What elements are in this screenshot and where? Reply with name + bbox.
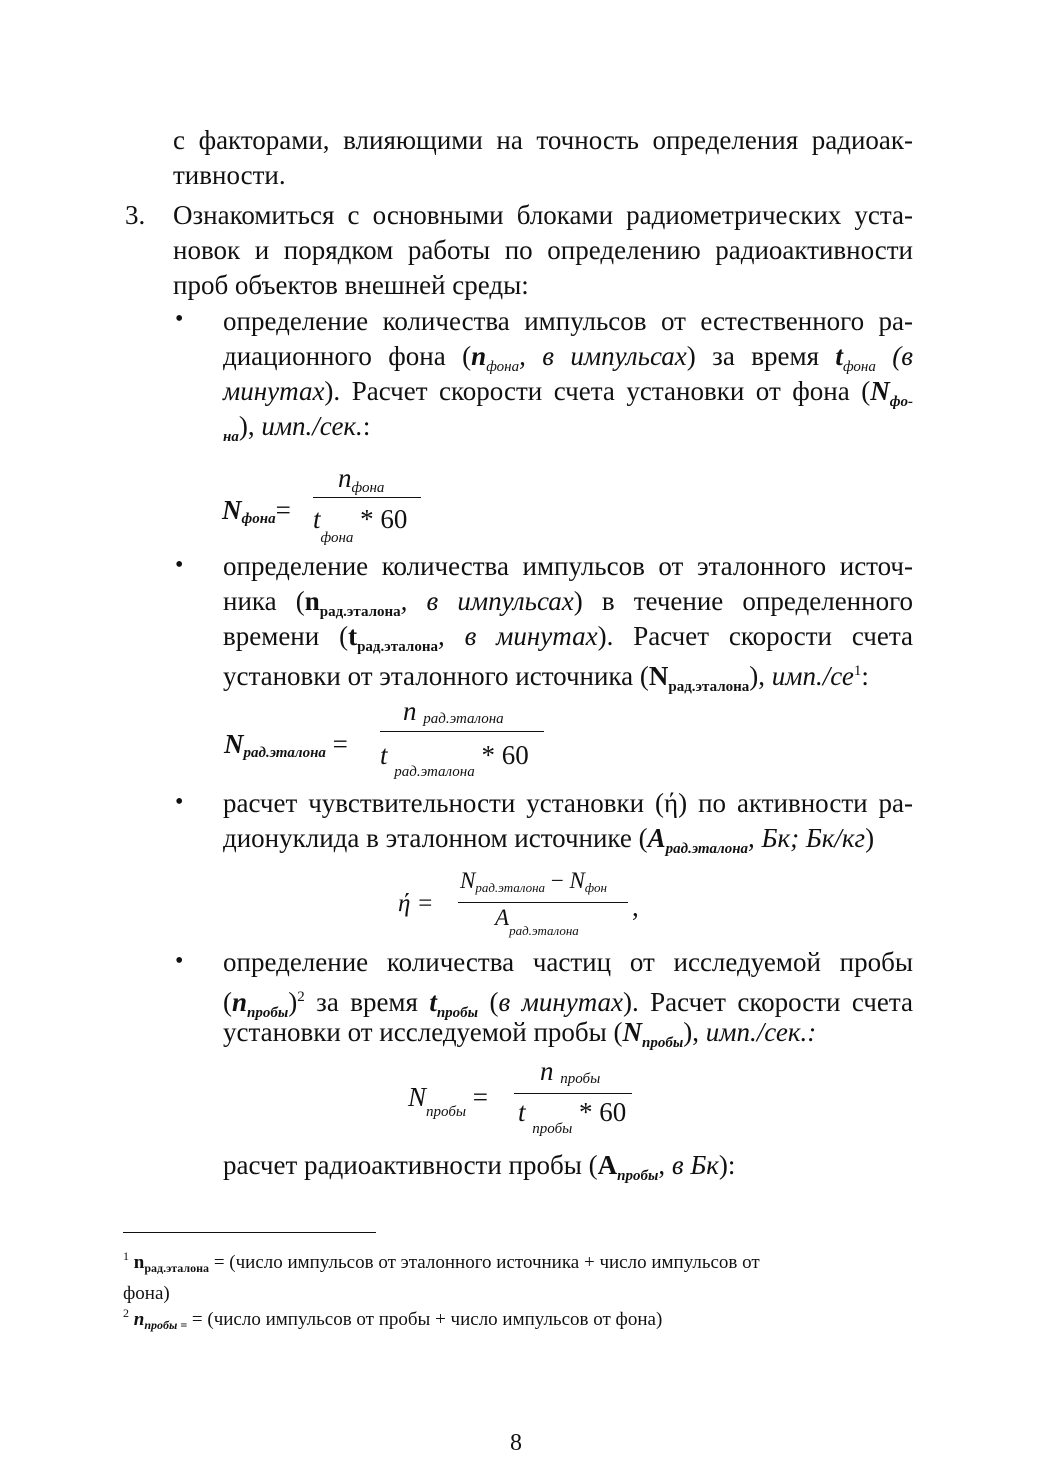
text-line: расчет чувствительности установки (ή) по активности ра- [223,788,913,818]
bullet-item-2 [223,549,913,695]
fraction-bar [313,497,421,498]
formula-comma: , [632,892,639,922]
text-line: новок и порядком работы по определению радиоактивности [173,235,913,265]
formula-count-rate-reference [220,696,560,786]
page-number: 8 [510,1430,522,1456]
formula-multiplier: * 60 [360,504,408,534]
text-line: времени ($t_{рад.эталона}$, в минутах). Расчет скорости счета [223,621,913,655]
formula-subscript: рад.эталона [475,880,546,895]
text-line: с факторами, влияющими на точность определения радиоак- [173,125,913,155]
text-line: Ознакомиться с основными блоками радиометрических уста- [173,200,913,230]
formula-subscript: фона [351,480,385,496]
formula-subscript: рад.эталона [509,923,579,938]
formula-equals: = [472,1082,489,1112]
formula-symbol: N [222,495,242,525]
text-line: установки от исследуемой пробы $(N_{пробы})$, имп./сек.: [223,1017,817,1051]
bullet-item-3 [223,786,913,856]
text-line: диационного фона ($n_{фона}$, в импульсах) за время $t_{фона}$ (в [223,341,913,375]
list-number: 3. [125,200,146,230]
bullet-marker: • [175,552,184,578]
formula-symbol: N [224,729,244,759]
bullet-marker: • [175,948,184,974]
sample-activity-line [223,1148,913,1183]
bullet-item-1 [223,304,913,444]
footnote-1: $^1$ $n_{рад.эталона}$ = (число импульсов от эталонного источника + число импульсов от фона) [123,1249,760,1304]
formula-subscript: фона [320,530,354,546]
formula-subscript: фона [241,511,276,527]
formula-symbol: N [460,868,476,893]
text-line: определение количества импульсов от эталонного источ- [223,551,913,581]
text-line: $(n_{пробы})^2$ за время $t_{пробы}$ (в минутах). Расчет скорости счета [223,987,913,1021]
text-line: установки от эталонного источника $(N_{рад.эталона})$, $имп./се^1$: [223,661,869,695]
footnote-mark: 2 [123,1306,129,1320]
fraction-bar [514,1093,632,1094]
formula-symbol: N [408,1082,427,1112]
formula-subscript: пробы [560,1071,601,1087]
formula-denominator: t [313,504,321,534]
text-line: ника ($n_{рад.эталона}$, в импульсах) в течение определенного [223,586,913,620]
formula-lhs: ή = [398,890,434,917]
formula-subscript: рад.эталона [394,764,475,780]
formula-subscript: рад.эталона [423,711,504,727]
formula-numerator: n [540,1056,554,1086]
formula-equals: = [275,495,291,525]
formula-minus: − [550,868,564,893]
text-line: определение количества импульсов от естественного ра- [223,306,913,336]
formula-numerator: n [338,463,352,493]
list-item-3 [173,198,913,303]
text-line: определение количества частиц от исследуемой пробы [223,947,913,977]
text-line: минутах). Расчет скорости счета установки от фона ($N_{фо-}$ [223,376,913,410]
formula-subscript: пробы [532,1121,573,1137]
text-line: тивности. [173,160,286,190]
formula-subscript: рад.эталона [243,745,326,761]
fraction-bar [458,902,628,903]
text-line: $_{на}$), имп./сек.: [223,411,371,445]
fraction-bar [380,731,544,732]
formula-multiplier: * 60 [481,740,529,770]
formula-subscript: фон [584,880,607,895]
formula-denominator: t [380,740,388,770]
formula-symbol: N [569,868,585,893]
formula-symbol: A [495,905,510,930]
text-line: дионуклида в эталонном источнике ($А_{рад.эталона}$, Бк; Бк/кг) [223,823,875,857]
bullet-marker: • [175,306,184,332]
footnote-separator [123,1232,376,1233]
formula-sensitivity [398,865,648,940]
formula-multiplier: * 60 [579,1097,627,1127]
formula-count-rate-background [220,460,440,550]
formula-count-rate-sample [406,1058,646,1143]
formula-equals: = [332,729,348,759]
footnote-mark: 1 [123,1249,129,1263]
text-line: расчет радиоактивности пробы ($А_{пробы}$, в Бк): [223,1150,736,1184]
formula-subscript: пробы [426,1104,467,1120]
intro-paragraph [173,123,913,193]
formula-numerator: n [403,696,417,726]
formula-denominator: t [518,1097,526,1127]
bullet-marker: • [175,789,184,815]
footnote-2: $^2$ $n_{пробы =}$ = (число импульсов от пробы + число импульсов от фона) [123,1306,663,1332]
text-line: проб объектов внешней среды: [173,270,529,300]
bullet-item-4 [223,945,913,1050]
